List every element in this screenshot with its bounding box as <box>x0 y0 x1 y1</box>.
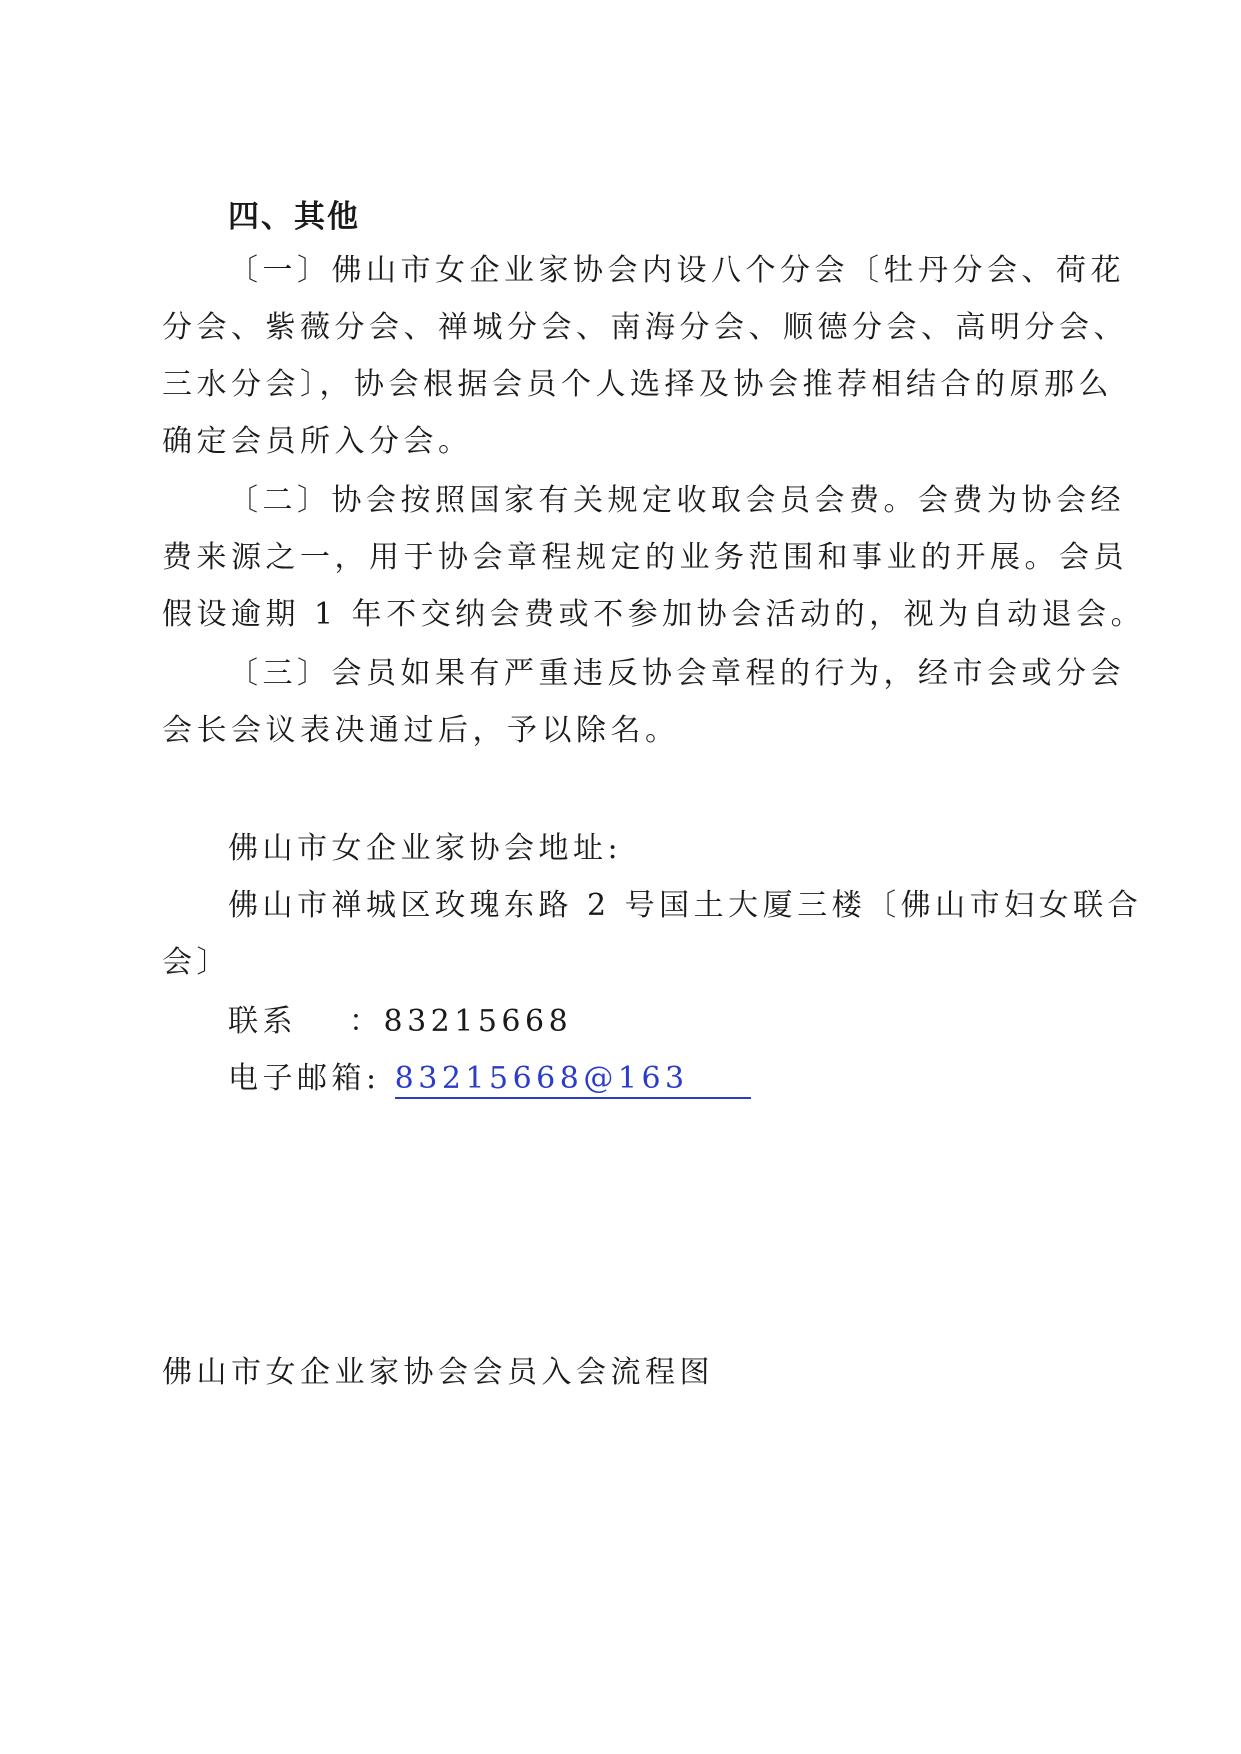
email-link[interactable]: 83215668@163 <box>395 1061 751 1099</box>
address-line-1: 佛山市禅城区玫瑰东路 2 号国土大厦三楼〔佛山市妇女联合 <box>228 888 1143 923</box>
section-heading: 四、其他 <box>228 199 360 235</box>
paragraph-3-line-2: 会长会议表决通过后，予以除名。 <box>162 713 680 748</box>
phone-value: 83215668 <box>383 1004 573 1039</box>
phone-separator: ： <box>349 1004 384 1039</box>
address-label: 佛山市女企业家协会地址: <box>228 831 623 866</box>
paragraph-2-line-1: 〔二〕协会按照国家有关规定收取会员会费。会费为协会经 <box>228 483 1125 518</box>
paragraph-1-line-2: 分会、紫薇分会、禅城分会、南海分会、顺德分会、高明分会、 <box>162 310 1128 345</box>
paragraph-1-line-4: 确定会员所入分会。 <box>162 424 473 459</box>
paragraph-1-line-3: 三水分会〕，协会根据会员个人选择及协会推荐相结合的原那么 <box>162 367 1113 402</box>
flowchart-title: 佛山市女企业家协会会员入会流程图 <box>162 1355 714 1390</box>
paragraph-2-line-2: 费来源之一，用于协会章程规定的业务范围和事业的开展。会员 <box>162 540 1128 575</box>
email-row <box>228 1061 1148 1096</box>
paragraph-2-line-3: 假设逾期 1 年不交纳会费或不参加协会活动的，视为自动退会。 <box>162 597 1146 632</box>
address-line-2: 会〕 <box>162 945 231 980</box>
email-label: 电子邮箱: <box>228 1061 381 1096</box>
phone-label: 联系 <box>228 1004 297 1039</box>
paragraph-1-line-1: 〔一〕佛山市女企业家协会内设八个分会〔牡丹分会、荷花 <box>228 253 1125 288</box>
phone-row <box>228 1004 1148 1039</box>
paragraph-3-line-1: 〔三〕会员如果有严重违反协会章程的行为，经市会或分会 <box>228 656 1125 691</box>
